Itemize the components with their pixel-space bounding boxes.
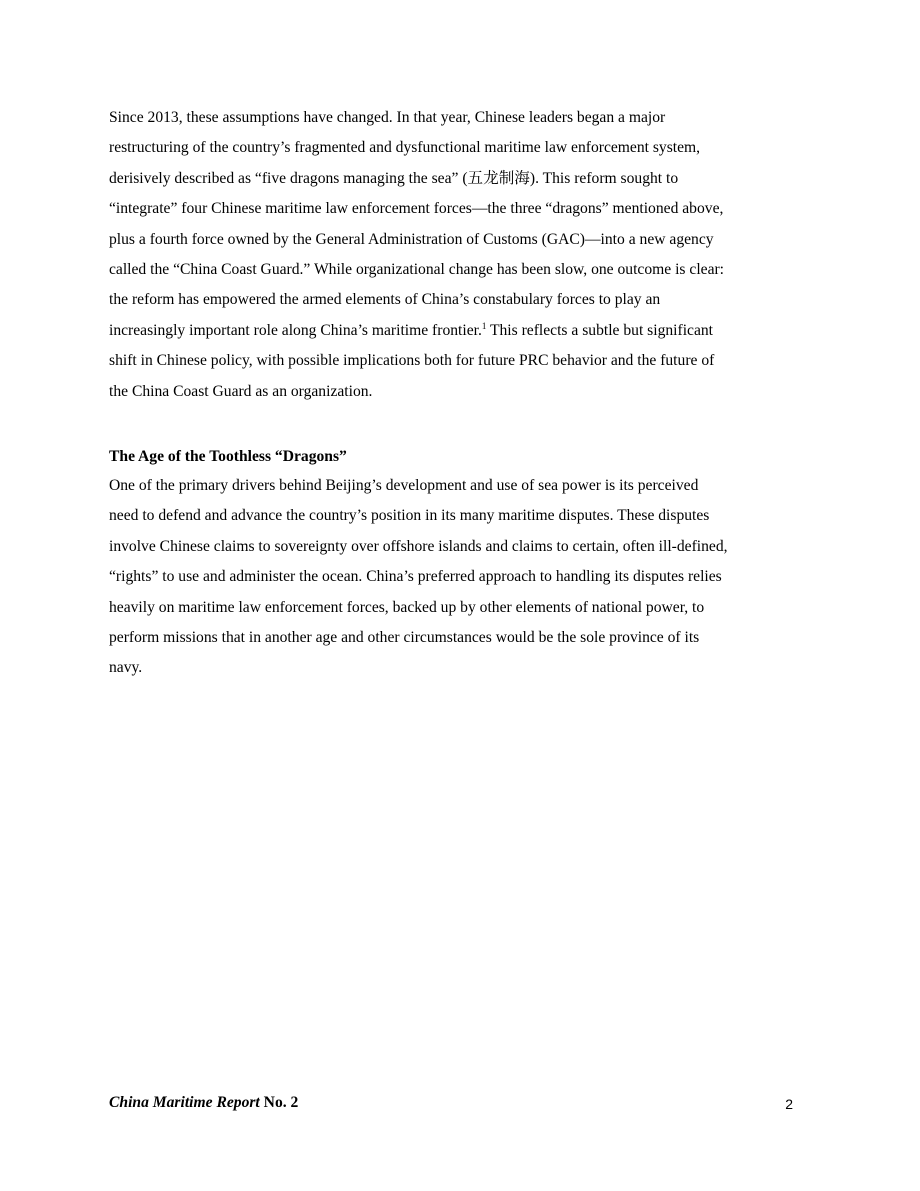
section-heading: The Age of the Toothless “Dragons” — [109, 448, 347, 465]
text-line: called the “China Coast Guard.” While organizational change has been slow, one outcome is clear: — [109, 261, 725, 279]
body-paragraph-2 — [109, 471, 809, 684]
footer-title-number: No. 2 — [259, 1094, 299, 1111]
text-line: need to defend and advance the country’s position in its many maritime disputes. These disputes — [109, 507, 710, 525]
text-segment: increasingly important role along China’s maritime frontier. — [109, 321, 482, 339]
text-line: shift in Chinese policy, with possible implications both for future PRC behavior and the future of — [109, 352, 715, 370]
page-number: 2 — [785, 1096, 793, 1112]
text-line: heavily on maritime law enforcement forces, backed up by other elements of national power, to — [109, 598, 705, 616]
footer-title-italic: China Maritime Report — [109, 1094, 260, 1111]
text-line: involve Chinese claims to sovereignty over offshore islands and claims to certain, often ill-defined, — [109, 537, 728, 555]
footnote-reference[interactable]: 1 — [481, 320, 487, 331]
text-line: One of the primary drivers behind Beijing’s development and use of sea power is its perceived — [109, 477, 699, 494]
text-line: plus a fourth force owned by the General Administration of Customs (GAC)—into a new agency — [109, 230, 714, 248]
text-line: derisively described as “five dragons managing the sea” (五龙制海). This reform sought to — [109, 169, 679, 187]
text-line-with-footnote — [109, 316, 809, 346]
page-footer — [109, 1094, 793, 1118]
text-line: “integrate” four Chinese maritime law enforcement forces—the three “dragons” mentioned above, — [109, 200, 724, 218]
text-line: Since 2013, these assumptions have changed. In that year, Chinese leaders began a major — [109, 109, 666, 126]
text-line: “rights” to use and administer the ocean. China’s preferred approach to handling its disputes relies — [109, 568, 722, 586]
footer-report-title — [109, 1094, 298, 1112]
text-line: perform missions that in another age and other circumstances would be the sole province of its — [109, 629, 700, 647]
text-line: the China Coast Guard as an organization. — [109, 382, 373, 400]
text-line: restructuring of the country’s fragmented and dysfunctional maritime law enforcement system, — [109, 139, 701, 157]
text-line: the reform has empowered the armed elements of China’s constabulary forces to play an — [109, 291, 661, 309]
text-line: navy. — [109, 659, 143, 677]
text-segment: This reflects a subtle but significant — [486, 321, 713, 339]
body-paragraph-1 — [109, 103, 809, 407]
